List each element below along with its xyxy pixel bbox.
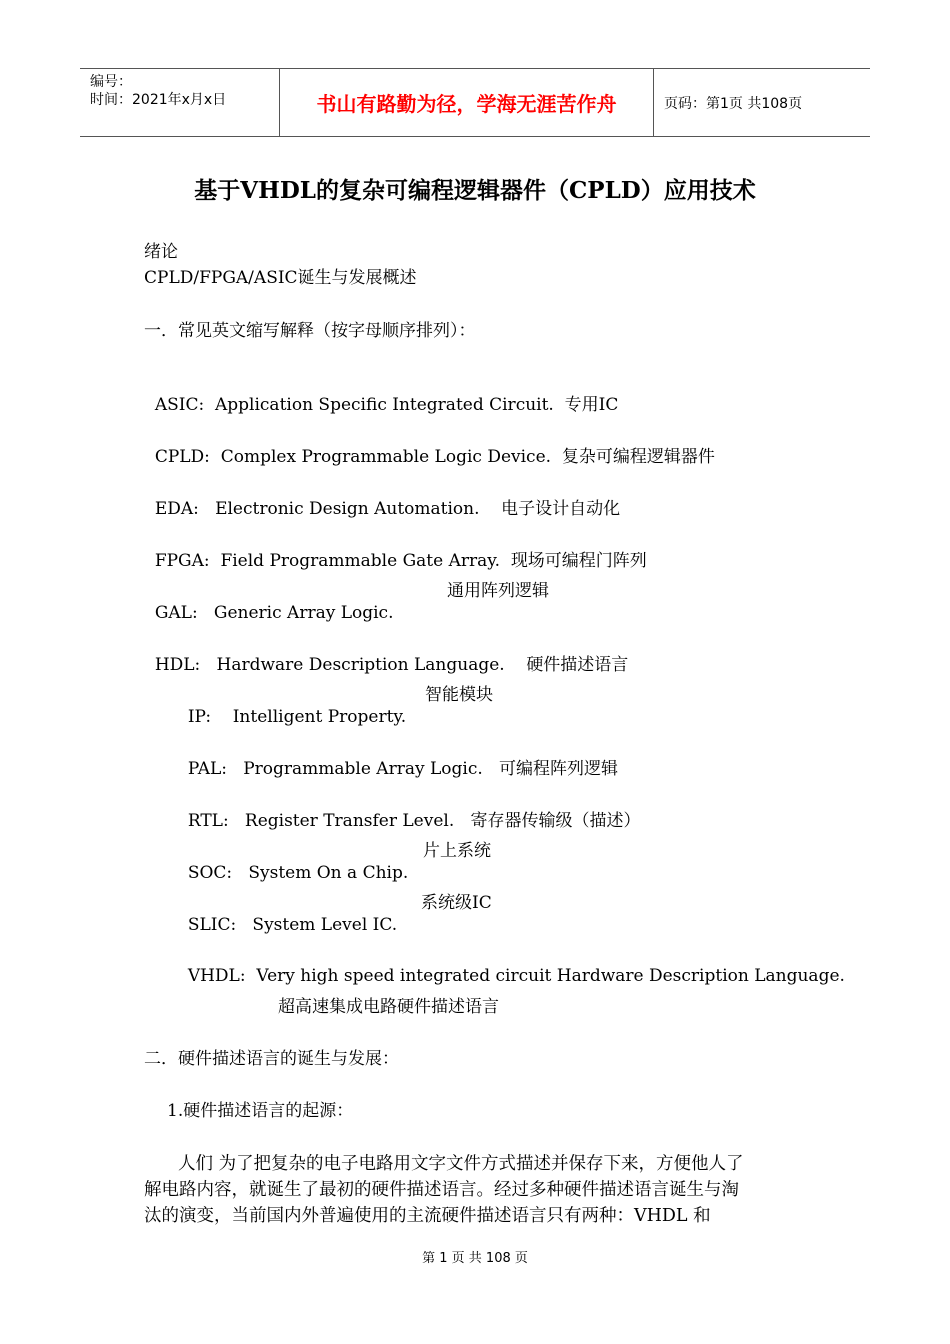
abbr-full: System Level IC. <box>252 915 398 935</box>
section2-subheading: 1.硬件描述语言的起源： <box>167 1101 354 1121</box>
abbr: RTL: <box>187 811 229 831</box>
abbr-cn: 现场可编程门阵列 <box>510 551 647 571</box>
abbr-full: Generic Array Logic. <box>213 603 394 623</box>
page-footer: 第 1 页 共 108 页 <box>422 1251 528 1266</box>
abbr-entry <box>177 788 640 832</box>
body-paragraph <box>144 1151 806 1229</box>
abbr: IP: <box>187 707 212 727</box>
abbr-full: Application Specific Integrated Circuit. <box>215 395 554 415</box>
abbr-full: Register Transfer Level. <box>244 811 455 831</box>
abbr-cn: 寄存器传输级（描述） <box>470 811 641 831</box>
intro-subheading: CPLD/FPGA/ASIC诞生与发展概述 <box>144 268 417 288</box>
abbr-entry <box>177 684 406 728</box>
abbr-entry <box>144 372 618 416</box>
header-number: 编号： <box>90 74 132 90</box>
section2-heading: 二．硬件描述语言的诞生与发展： <box>144 1049 399 1069</box>
abbr-full: Programmable Array Logic. <box>243 759 483 779</box>
abbr-entry <box>144 632 628 676</box>
abbr-cn: 电子设计自动化 <box>501 499 621 519</box>
abbr-cn: 可编程阵列逻辑 <box>498 759 618 779</box>
abbr-entry <box>177 736 618 780</box>
abbr: PAL: <box>187 759 227 779</box>
intro-heading: 绪论 <box>144 242 178 262</box>
abbr-full: Very high speed integrated circuit Hardware Description Language. <box>256 966 845 986</box>
abbr-cn: 系统级IC <box>421 893 492 913</box>
abbr: HDL: <box>154 655 201 675</box>
paragraph-line: 解电路内容，就诞生了最初的硬件描述语言。经过多种硬件描述语言诞生与淘 <box>144 1180 739 1200</box>
document-title: 基于VHDL的复杂可编程逻辑器件（CPLD）应用技术 <box>194 177 756 204</box>
abbr-entry <box>177 840 408 884</box>
abbr-entry <box>144 476 620 520</box>
abbr: FPGA: <box>154 551 210 571</box>
abbr-cn: 专用IC <box>564 395 619 415</box>
abbr-entry <box>144 580 394 624</box>
abbr-cn: 通用阵列逻辑 <box>447 581 549 601</box>
abbr-entry <box>144 424 715 468</box>
abbr-full: Complex Programmable Logic Device. <box>220 447 552 467</box>
page-header <box>80 68 870 137</box>
header-motto: 书山有路勤为径，学海无涯苦作舟 <box>280 69 654 136</box>
section1-heading: 一．常见英文缩写解释（按字母顺序排列）： <box>144 321 476 341</box>
abbr: CPLD: <box>154 447 210 467</box>
abbr: ASIC: <box>154 395 205 415</box>
abbr: SLIC: <box>187 915 237 935</box>
abbr: GAL: <box>154 603 198 623</box>
abbr-cn: 硬件描述语言 <box>526 655 629 675</box>
abbr-entry <box>177 892 397 936</box>
abbr-cn: 片上系统 <box>423 841 491 861</box>
abbr-full: Electronic Design Automation. <box>215 499 480 519</box>
paragraph-line: 汰的演变，当前国内外普遍使用的主流硬件描述语言只有两种：VHDL 和 <box>144 1206 711 1226</box>
paragraph-line: 人们 为了把复杂的电子电路用文字文件方式描述并保存下来，方便他人了 <box>178 1154 744 1174</box>
abbr-full: Intelligent Property. <box>232 707 407 727</box>
header-meta <box>80 69 280 136</box>
abbr-full: System On a Chip. <box>248 863 409 883</box>
abbr-cn: 超高速集成电路硬件描述语言 <box>278 997 499 1017</box>
abbr-cn: 复杂可编程逻辑器件 <box>561 447 715 467</box>
header-time: 时间：2021年x月x日 <box>90 92 227 108</box>
abbr: EDA: <box>154 499 199 519</box>
abbr: SOC: <box>187 863 233 883</box>
header-page-number: 页码：第1页 共108页 <box>664 95 803 112</box>
abbr-full: Field Programmable Gate Array. <box>220 551 500 571</box>
abbr-entry <box>144 528 647 572</box>
abbr-cn: 智能模块 <box>425 685 493 705</box>
abbr-entry <box>177 943 845 987</box>
abbr: VHDL: <box>187 966 246 986</box>
abbr-full: Hardware Description Language. <box>216 655 505 675</box>
